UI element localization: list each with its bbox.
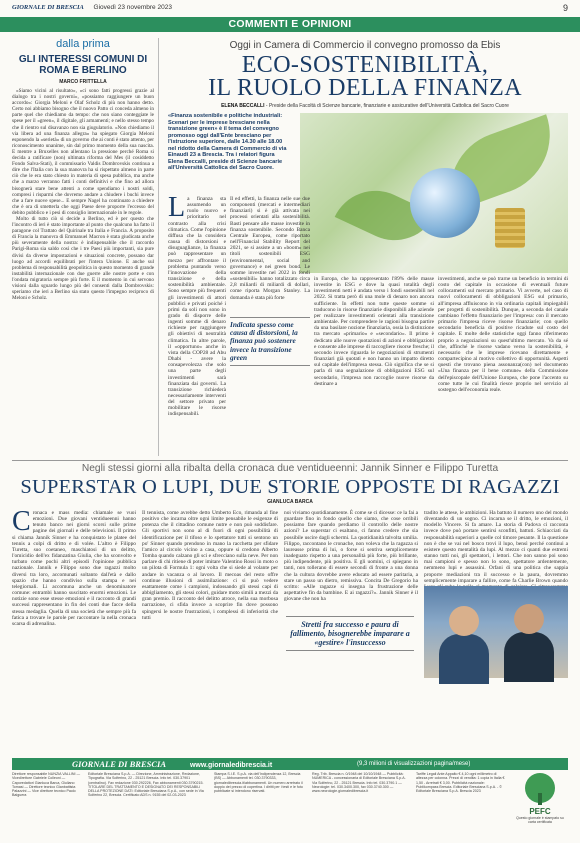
byline-role: - Preside della Facoltà di Scienze bancarie, finanziarie e assicurative dell'Università Cattolica del Sacro Cuore (264, 103, 509, 109)
main-article-text: in Europa, che ha rappresentato l'89% delle masse investite in ESG e dove la quasi totalità degli investimenti netti è andata verso i fondi sostenibili nel 2022. Si tratta però di una mole di denaro non ancora sufficiente. In effetti non tutte queste somme si traducono in risorse finanziarie disponibili alle aziende per realizzare investimenti orientati alla transizione ambientale. Per comprendere le ragioni bisogna partire da una basilare nozione finanziaria, ossia la distinzione tra mercato «primario» e «secondario». Il primo è dedicato alle nuove quotazioni di azioni e obbligazioni e consente alle imprese di raccogliere risorse fresche; il secondo invece riguarda le negoziazioni di strumenti finanziari già quotati e non hanno un impatto diretto sul capitale dell'impresa stessa. Ciò significa che se si parla di una segnalazione di obbligazioni ESG sul secondario, l'impresa non raccoglie nuove risorse da destinare a (314, 276, 434, 387)
second-article-column-3 (284, 510, 418, 612)
second-article-column-4 (424, 510, 568, 582)
main-article-column-4 (438, 276, 568, 454)
main-article-column-1 (168, 192, 227, 454)
left-article-author: MARCO FRITTELLA (59, 79, 107, 85)
person-head (514, 604, 544, 634)
main-article-overhead: Oggi in Camera di Commercio il convegno promosso da Ebis (229, 40, 501, 51)
second-article-text: noi viviamo quotidianamente. È come se ci dicesse: ce la fai a guardare fino in fondo quello che siamo, che cose orribili possiamo fare quando perdiamo il controllo delle nostre azioni? Le superstar ci esaltano, ci fanno credere che sia possibile uscire dagli schermi. La quotidianità talvolta umilia. Filippo, raccontano le cronache, non voleva che la ragazza si laureasse prima di lui, o forse si sentiva semplicemente inadeguato rispetto a una personalità più forte, più brillante, più indipendente, più positiva. E gli uomini, ci spiegano in tanti, non tollerano di essere secondi di fronte a una donna che la cultura dovrebbe avere educato ad essere paritaria, a stare un passo un dietro, remissiva. Concita De Gregorio ha scritto: «Alle ragazze si insegna la frustrazione delle aspettative fin da bambine. E ai ragazzi?». Jannik Sinner è il giovane che non ha (284, 510, 418, 603)
second-article-overhead: Negli stessi giorni alla ribalta della cronaca due ventidueenni: Jannik Sinner e Filippo Turetta (81, 463, 499, 474)
main-article-text: a finanza sta assumendo un ruolo nuovo e prioritario nel contrasto alla crisi climatica. Come l'opinione diffusa che la considera causa di distorsioni e disuguaglianze, la finanza può rappresentare un mezzo per affrontare il problema puntando verso l'innovazione della transizione e della sostenibilità ambientale. Sono sempre più frequenti gli investimenti di attori pubblici e privati poiché i primi da soli non sono in grado di disporre delle ingenti somme di denaro richieste per raggiungere gli obiettivi di neutralità climatica. In altre parole, il «opportuno» anche in vista della COP28 ad Abu Dhabi - avere la consapevolezza che solo una parte degli investimenti sarà finanziata dai governi. La transizione richiederà necessariamente interventi del settore privato per mobilitare le risorse indispensabili. (168, 196, 227, 418)
section-title: COMMENTI E OPINIONI (0, 17, 580, 32)
second-article-text: ronaca e mass media: chiamale se vuoi emozioni. Due giovani ventidueenni hanno tenuto banco nei giorni scorsi sulle prime pagine dei giornali e delle televisioni. Il primo si chiama Jannik Sinner e ha conquistato le platee del tennis a colpi di dritto e di volée. L'altro è Filippo Turetta, suo coetaneo, maschiatosi di un delitto, l'omicidio dell'ex fidanzatina Giulia, che ha sconvolto e turbato come pochi altri episodi l'opinione pubblica nazionale. Jannik e Filippo sono due ragazzi molto diversi tra loro, accomunati soltanto dall'età e dallo spazio che hanno condiviso sulla stampa e nei telegiornali. Li accomuna anche un denominatore comune: entrambi hanno suscitato enormi emozioni. Le notizie sono esse stesse emozioni e il racconto di grandi successi rappresentano in fin dei conti due facce della stessa medaglia. Quella di una società che sempre più fa fatica a trovare le parole per raccontare la nella cronaca scarsa di adrenalina. (12, 510, 136, 627)
pefc-tree-icon (525, 773, 555, 803)
footer-ads-column: Reg. Trib. Brescia n. 0/1948 del 10/10/1948 — Pubblicità: NUMERICA - concessionaria di Editoriale Bresciana S.p.A. Via Solferino, 22 - 25121 Brescia. Info tel. 030.3790.1 — Necrologie: tel. 030.3400.300, fax 030.3740.300 — www.necrologie.giornaledibrescia.it (312, 772, 406, 794)
footer-prices-column: Tariffe Legali Ante Appalto € 4,10 ogni millimetro di altezza per colonna. Prezzi di vendita: 1 copia in Italia € 1,50 - Arretrati € 3,00. Pubblicità nazionale: Publikompass Brescia. Editoriale Bresciana S.p.A. - © Editoriale Bresciana S.p.A. Brescia 2023 (416, 772, 505, 794)
main-article-summary: «Finanza sostenibile e politiche industriali: Scenari per le imprese bresciane nella transizione green» è il tema del convegno promosso oggi dall'Ente bresciano per l'istruzione superiore, dalle 14.30 alle 18.00 nel ridotto della Camera di Commercio di via Einaudi 23 a Brescia. Tra i relatori figura Elena Beccalli, preside di Scienze bancarie all'Università Cattolica del Sacro Cuore. (168, 113, 287, 171)
publication-date: Giovedì 23 novembre 2023 (93, 4, 172, 11)
main-article-column-3 (314, 276, 434, 454)
second-pull-quote: Stretti fra successo e paura di fallimento, bisognerebbe imparare a «gestire» l'insuccesso (286, 616, 414, 651)
second-article-text: tradito le attese, le ambizioni. Ha battuto il numero uno del mondo diventando di un sogno. Ci incarna se il dritto, le emozioni, il modello Vincere. Si fa amare. La storia di Padova ci racconta invece dove può portare sentirsi sconfitti, battuti. Schiacciati da responsabilità superiori a quelle col timore pesante. Il la questione non è che se vai nel bosco trovi il lupo, bensì perché continui a esistere questo mentalità da lupi. Al mezzo ci quanti due estremi stanno tutti noi, gli spettatori, i lettori. Che non sanno poi sono mai campioni e spesso non lo sono, spettatore ardentemente, nemmeno lupi e assassini. Orfani di una politica che sappia proporre mediazioni tra il successo e la paura, dovremmo semplicemente imparare a fallire, come fa Charlie Brown quando (424, 510, 568, 584)
second-article-column-2 (142, 510, 278, 754)
footer-band (12, 758, 568, 770)
footer-credits-column: Direttore responsabile NUNZIA VALLINI — Vicedirettore Gabriele Colleoni — Caporedattori Gianluca Barca, Giuliano Tomasi — Direttore tecnico Gianbattista Palazzini — Vice direttore tecnico Paolo Baiguera (12, 772, 81, 798)
left-article-paragraph: Molto di tutto ciò si decide a Berlino, ed è per questo che l'incontro di ieri è stato importante al punto che qualcuno ha fatto il paragone col Trattato del Quirinale tra Italia e Francia. A proposito di Francia la manovra di Emmanuel Macron è stata giudicata anche più severamente della nostra: è indispensabile che il raccordo Parigi-Roma sia saldo così che i tre Paesi più importanti, sia pure divisi da diverse impostazioni e situazioni concrete, possano dar luogo ad accordi equilibrati per l'intera Unione. E anche sul problema di responsabilità geopolitica in questo momento di grande instabilità internazionale con due guerre alle nostre porte e con l'ondata migratoria sempre più forte. E il momento in cui servono visioni dalla sguardo lungo più del consenti dalla Dombrovskis: speriamo che ieri a Berlino sia stato questo l'impegno reciproco di Meloni e Scholz. (12, 215, 154, 302)
pefc-label: PEFC (529, 807, 551, 816)
pefc-certification (512, 773, 568, 835)
footer-website-link[interactable]: www.giornaledibrescia.it (189, 762, 273, 769)
page-header (12, 4, 568, 16)
coins-stack (495, 208, 525, 248)
footer-logo: GIORNALE DI BRESCIA (72, 759, 167, 769)
byline-name: ELENA BECCALLI (221, 103, 265, 109)
dropcap: L (168, 192, 186, 223)
article-photo-green-finance (300, 113, 568, 273)
footer-print-column: Stampa S.I.E. S.p.A. via dell'Indipendenza 12, Brescia (BS) — Abbonamenti tel. 030.3790333, giornaledibrescia.it/abbonamenti. Un numero arretrato il doppio del prezzo di copertina. I diritti per i testi e le foto pubblicate si intendono riservati. (214, 772, 303, 794)
page-number: 9 (562, 3, 568, 13)
footer-visits: (9,3 milioni di visualizzazioni pagina/mese) (357, 761, 471, 767)
globe-shape (410, 168, 480, 238)
second-article-column-1 (12, 506, 136, 754)
main-title-line-1: ECO-SOSTENIBILITÀ, (241, 52, 489, 78)
main-article-column-2 (230, 196, 310, 314)
second-article-text: Il tennista, come avrebbe detto Umberto Eco, rimanda al fine positivo che incarna oltre ogni limite pensabile le esigenze di potenza che il cittadino comune nutre e non può soddisfare. Gli sportivi non sono al di fuori di ogni possibilità di identificazione per il tifoso e lo spettatore tutti si sentono un po' Sinner quando prendono in mano la racchetta per sfidare l'amico al circolo vicino a casa, oppure si credono Alberto Tomba quando calzano gli sci e sfrecciano sulla neve. Per non parlare di chi ritiene di poter imitare Valentino Rossi in moto o un pilota di Formula 1: ogni volta che si siede al volante per andare in vacanza o al lavoro. Il mecoas del resto offre continue illusioni di assimilazione: ci si può vedere esattamente come i campioni, indossando gli stessi capi di abbigliamento, gli stessi colori, guidare moto simili a mezzi da gran premio. Il racconto del delitto atroce, nella sua morbosa narrazione, ci sfida invece a scoprire fin dove possono spingersi le nostre frustrazioni, i complessi di inferiorità che tutti (142, 510, 278, 621)
pefc-note: Questo giornale è stampato su carta certificata (516, 816, 564, 824)
article-divider (12, 460, 568, 461)
left-article-body (12, 88, 154, 301)
column-divider (158, 38, 159, 456)
person-head (449, 606, 479, 636)
left-article (12, 38, 154, 453)
left-article-kicker: dalla prima (56, 38, 110, 50)
footer-publisher-column: Editoriale Bresciana S.p.A. — Direzione, Amministrazione, Redazione, Tipografia. Via Solferino, 22 - 25121 Brescia. Info tel. 030.37901 (centralino). Fax redazione 030.292226, Fax abbonamenti 030.3790215. TITOLARE DEL TRATTAMENTO E DESIGNATO DEI RESPONSABILI DELLA PROTEZIONE DATI: Editoriale Bresciana S.p.A., con sede in Via Solferino 22, Brescia. Certificato ADS n. 9155 del 02-03-2023 (88, 772, 204, 798)
person-silhouette (504, 632, 554, 682)
main-article-text: investimenti, anche se può trarne un beneficio in termini di costo del capitale in occasione di eventuali future collocamenti sul mercato primario. Vi avverte, nel caso di nuovi collocamenti di obbligazioni ESG sul primario, all'impresa affluiscono in via ordinaria capitali impiegabili per progetti di sostenibilità. Dunque, a seconda del canale cambiano l'effetto finanziario per l'impresa: con il mercato primario l'impresa riceve risorse finanziarie; con quello secondario beneficia di positive ricadute sul costo del capitale. E molte delle statistiche oggi fanno riferimento proprio a negoziazioni su quest'ultimo mercato. Va da sé che, affinché le risorse vadano verso la sostenibilità, è necessario che le imprese ricevano direttamente e compartecipino al motivo collettivo di opportunità. Aspetti questi che trovano piena assonanza(con) nel documento «Una finanza per il bene comune» della Commissione dell'episcopale dell'Unione Europea, che pone l'accento su come tutte le cui finalità riesce proprio nel servizio al sostegno dell'economia reale. (438, 276, 568, 393)
publication-name: GIORNALE DI BRESCIA (12, 4, 84, 11)
main-article-text: Il ed effetti, la finanza nelle sue due componenti (mercati e intermediari finanziari) si è già attivata nei processi orientati alla sostenibilità. Basti pensare alle masse investite in finanza sostenibile. Secondo Banca Centrale Europea, come riportato nell'Financial Stability Report del 2021, se si assiste a un «boom» nei titoli sostenibili ESG (environmental, social and governance) e nei green bond. Le somme investite nel 2022 in fondi «sostenibili» hanno totalizzato circa 2,8 miliardi di miliardi di dollari, come riporta Morgan Stanley. La domanda è stata più forte (230, 196, 310, 301)
person-silhouette (439, 634, 489, 684)
article-photo-portraits (424, 586, 568, 678)
main-article-byline (162, 103, 568, 109)
main-title-line-2: IL RUOLO DELLA FINANZA (208, 75, 522, 101)
dropcap: C (12, 506, 31, 537)
left-article-paragraph: «Siamo vicini al risultato», «ci sono fatti progressi grazie al dialogo tra i nostri governi», «possiamo raggiungere un buon accordo»: Giorgia Meloni e Olaf Scholz di più non hanno detto. Certo noi abbiamo bisogno che il nuovo Patto ci conceda almeno in parte quel che chiediamo da tempo: che non siano conteggiate le spese per il «green», il digitale, gli armamenti; e nello stesso tempo che il rientro sul disavanzo non sia giugulatorio. «Non chiediamo il via libera ad una finanza allegra» ha spiegato Giorgia Meloni esponendo la «serietà» di un governo che ai conti è stato attento, per riconoscimento unanime, sin dal primo momento della sua nascita. E mentre a Bruxelles non allentano la pressione perché Roma si decida a ratificare (non) ultimata riforma del Mes (il cosiddetto Fondo Salva-Stati), il commissario Valdis Dombrovskis continua a dire che l'Italia con la sua manovra ha sì rispettato almeno in parte ciò che le era stato chiesto in materia di spesa pubblica, ma anche che a marzo verranno fatti i conti definitivi e che fino ad allora bisognerà stare bene attenti a come spendiamo i nostri soldi, compresi i risparmi che dovremo andare a chiudere i buchi invece che a fare nuove spese... E sempre Nagel ha continuato a chiedere che è ora di smetterla che oggi Paese deve proporre l'eccesso del debito pubblico e i pesi di consiglio internazionale in le regole. (12, 88, 154, 216)
main-article-title (162, 54, 568, 100)
second-article-author: GIANLUCA BARCA (267, 499, 313, 505)
second-article-title: SUPERSTAR O LUPI, DUE STORIE OPPOSTE DI RAGAZZI (20, 476, 560, 498)
pull-quote: Indicata spesso come causa di distorsioni, la finanza può sostenere invece la transizione green (230, 317, 310, 366)
left-article-title: GLI INTERESSI COMUNI DI ROMA E BERLINO (18, 54, 148, 76)
